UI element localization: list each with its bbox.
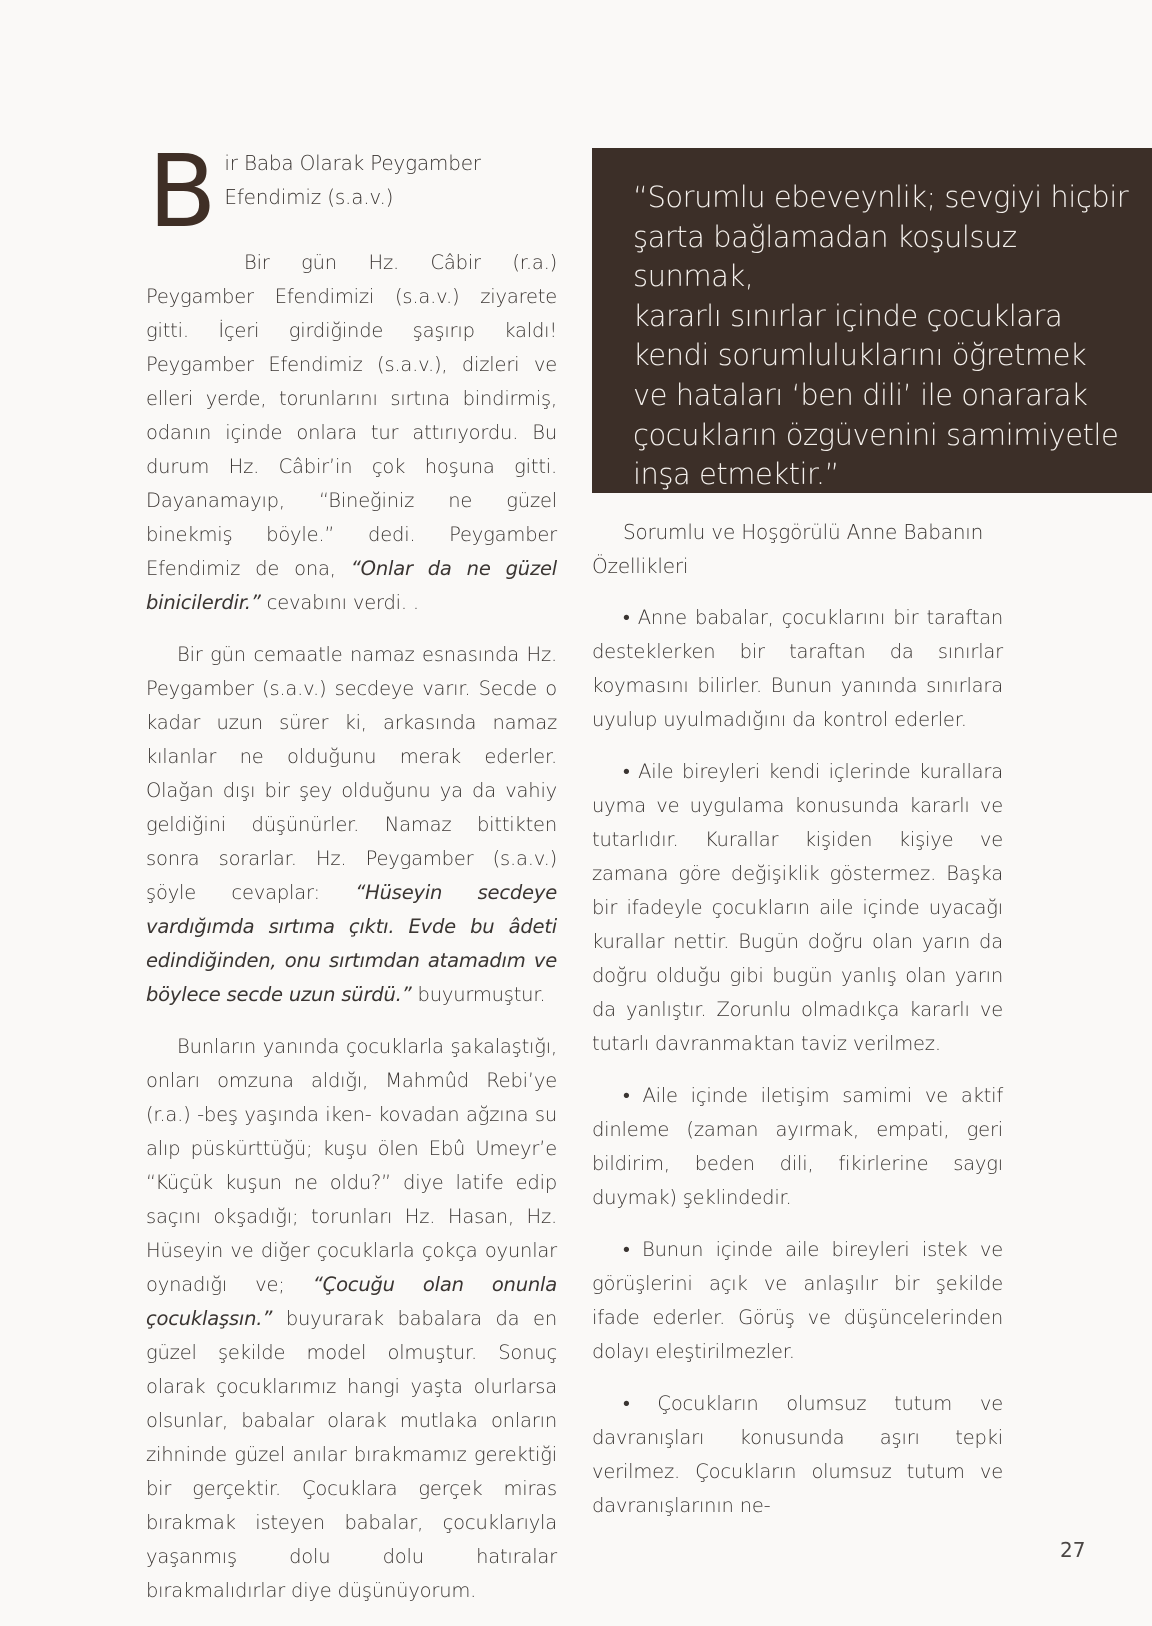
bullet-item: • Aile bireyleri kendi içlerinde kurallara uyma ve uygulama konusunda kararlı ve tutarlıdır. Kurallar kişiden kişiye ve zamana göre değişiklik göstermez. Başka bir ifadeyle çocukların aile içinde uyacağı kurallar nettir. Bugün doğru olan yarın da doğru olduğu gibi bugün yanlış olan yarın da yanlıştır. Zorunlu olmadıkça kararlı ve tutarlı davranmaktan taviz verilmez. [592,760,1003,1055]
bullet-item: • Bunun içinde aile bireyleri istek ve görüşlerini açık ve anlaşılır bir şekilde ifade ederler. Görüş ve düşüncelerinden dolayı eleştirilmezler. [592,1238,1003,1363]
article-heading [146,133,557,250]
pull-quote-line: ve hataları ‘ben dili’ ile onararak [633,377,1088,412]
page-number: 27 [1060,1538,1086,1562]
pull-quote-line: kendi sorumluluklarını öğretmek [633,338,1087,373]
paragraph-text: buyurarak babalara da en güzel şekilde model olmuştur. Sonuç olarak çocuklarımız hangi yaşta olurlarsa olsunlar, babalar olarak mutlaka onların zihninde güzel anılar bırakmamız gerektiği bir gerçektir. Çocuklara gerçek miras bırakmak isteyen babalar, çocuklarıyla yaşanmış dolu dolu hatıralar bırakmalıdırlar diye düşünüyorum. [146,1307,557,1602]
section-heading: Sorumlu ve Hoşgörülü Anne Babanın Özellikleri [592,520,984,578]
body-paragraph-1 [146,246,557,620]
bullet-item: • Aile içinde iletişim samimi ve aktif dinleme (zaman ayırmak, empati, geri bildirim, beden dili, fikirlerine saygı duymak) şeklindedir. [592,1084,1003,1209]
drop-cap: B [148,133,217,250]
article-heading-text: ir Baba Olarak Peygamber Efendimiz (s.a.v.) [224,151,481,209]
paragraph-text: Bunların yanında çocuklarla şakalaştığı, onları omzuna aldığı, Mahmûd Rebi’ye (r.a.) -beş yaşında iken- kovadan ağzına su alıp püskürttüğü; kuşu ölen Ebû Umeyr’e “Küçük kuşun ne oldu?” diye latife edip saçını okşadığı; torunları Hz. Hasan, Hz. Hüseyin ve diğer çocuklarla çokça oyunlar oynadığı ve; [146,1035,557,1296]
bullet-item: • Çocukların olumsuz tutum ve davranışları konusunda aşırı tepki verilmez. Çocukların olumsuz tutum ve davranışlarının ne- [592,1392,1003,1517]
paragraph-text: Bir gün Hz. Câbir (r.a.) Peygamber Efendimizi (s.a.v.) ziyarete gitti. İçeri girdiğinde şaşırıp kaldı! Peygamber Efendimiz (s.a.v.), dizleri ve elleri yerde, torunlarını sırtına bindirmiş, odanın içinde onlara tur attırıyordu. Bu durum Hz. Câbir’in çok hoşuna gitti. Dayanamayıp, “Bineğiniz ne güzel binekmiş böyle.” dedi. Peygamber Efendimiz de ona, [146,251,557,580]
paragraph-text: buyurmuştur. [411,983,546,1006]
pull-quote-line: çocukların özgüvenini samimiyetle [633,417,1119,452]
body-paragraph-3 [146,1030,557,1608]
pull-quote-line: şarta bağlamadan koşulsuz sunmak, [633,219,1017,294]
pull-quote-box [592,148,1152,493]
quote-italic: “Çocuğu olan onunla çocuklaşsın.” [146,1273,557,1330]
pull-quote-line: kararlı sınırlar içinde çocuklara [633,298,1063,333]
quote-italic: “Onlar da ne güzel binicilerdir.” [146,557,557,614]
pull-quote-line: “Sorumlu ebeveynlik; sevgiyi hiçbir [633,180,1129,214]
pull-quote-line: inşa etmektir.” [633,457,840,492]
bullet-item: • Anne babalar, çocuklarını bir taraftan desteklerken bir taraftan da sınırlar koymasını bilirler. Bunun yanında sınırlara uyulup uyulmadığını da kontrol ederler. [592,606,1003,731]
paragraph-text: cevabını verdi. . [260,591,419,614]
quote-italic: “Hüseyin secdeye vardığımda sırtıma çıktı. Evde bu âdeti edindiğinden, onu sırtımdan atamadım ve böylece secde uzun sürdü.” [146,881,557,1006]
pull-quote-text [633,178,1142,495]
body-paragraph-2 [146,638,557,1012]
left-column [146,133,557,1626]
right-column [592,515,1003,1541]
paragraph-text: Bir gün cemaatle namaz esnasında Hz. Peygamber (s.a.v.) secdeye varır. Secde o kadar uzun sürer ki, arkasında namaz kılanlar ne olduğunu merak ederler. Olağan dışı bir şey olduğunu ya da vahiy geldiğini düşünürler. Namaz bittikten sonra sorarlar. Hz. Peygamber (s.a.v.) şöyle cevaplar: [146,643,557,904]
